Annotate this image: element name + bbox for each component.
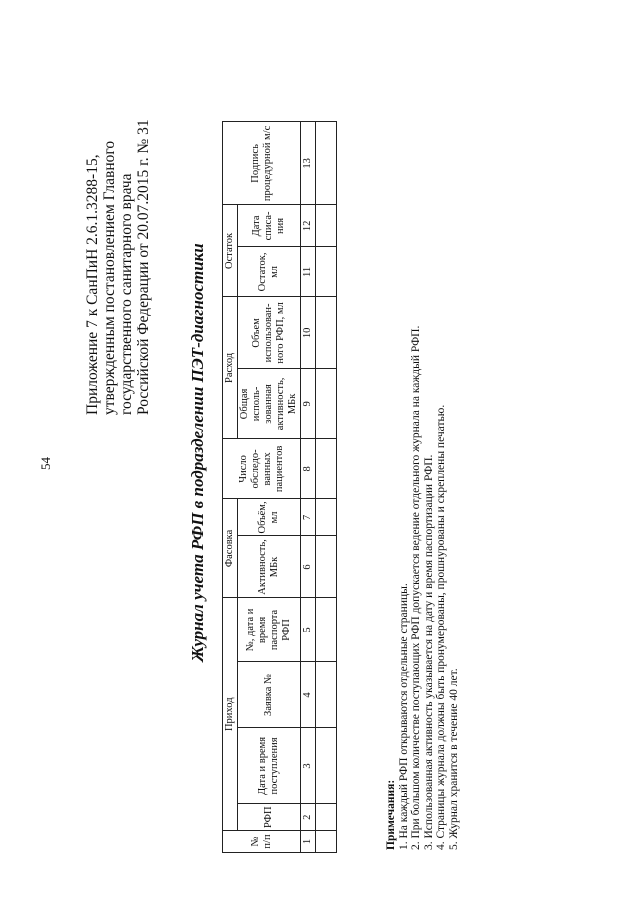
col-used-volume-header: Объем использован-ного РФП, мл (238, 297, 301, 369)
col-volume-header: Объём, мл (238, 499, 301, 536)
header-line: утвержденным постановлением Главного (101, 140, 118, 415)
header-line: Приложение 7 к СанПиН 2.6.1.3288-15, (84, 154, 101, 415)
col-num-header: № п/п (223, 831, 301, 853)
group-ostatok: Остаток (223, 205, 238, 297)
header-line: государственного санитарного врача (118, 173, 135, 415)
col-passport-header: №, дата и время паспорта РФП (238, 598, 301, 662)
column-number: 9 (301, 369, 316, 439)
journal-table (222, 121, 337, 853)
column-number: 7 (301, 499, 316, 536)
column-number: 1 (301, 831, 316, 853)
page-number: 54 (38, 457, 53, 470)
group-fasovka: Фасовка (223, 499, 238, 598)
note-item: 2. При большом количестве поступающих РФП допускается ведение отдельного журнала на каждый РФП. (410, 325, 423, 850)
col-total-activity-header: Общая исполь-зованная активность, МБк (238, 369, 301, 439)
column-number: 8 (301, 439, 316, 499)
column-number: 13 (301, 122, 316, 205)
column-number: 10 (301, 297, 316, 369)
col-writeoff-header: Дата списа-ния (238, 205, 301, 247)
header-line: Российской Федерации от 20.07.2015 г. № 31 (135, 119, 152, 415)
column-number: 4 (301, 662, 316, 728)
col-patients-header: Число обследо-ванных пациентов (223, 439, 301, 499)
col-remain-header: Остаток, мл (238, 247, 301, 297)
table-row (316, 122, 337, 853)
col-zayavka-header: Заявка № (238, 662, 301, 728)
column-number: 12 (301, 205, 316, 247)
column-number: 5 (301, 598, 316, 662)
journal-title: Журнал учета РФП в подразделении ПЭТ-диагностики (188, 243, 207, 662)
appendix-header (84, 55, 152, 415)
col-rfp-header: РФП (238, 804, 301, 831)
column-number: 3 (301, 728, 316, 804)
col-date-header: Дата и время поступления (238, 728, 301, 804)
column-number: 2 (301, 804, 316, 831)
notes-block (385, 326, 461, 850)
note-item: 5. Журнал хранится в течение 40 лет. (447, 668, 460, 850)
note-item: 1. На каждый РФП открываются отдельные страницы. (397, 583, 410, 850)
column-numbers-row (301, 122, 316, 853)
group-prihod: Приход (223, 598, 238, 831)
note-item: 4. Страницы журнала должны быть пронумерованы, прошнурованы и скреплены печатью. (435, 404, 448, 850)
group-rashod: Расход (223, 297, 238, 439)
col-signature-header: Подпись процедурной м/с (223, 122, 301, 205)
column-number: 11 (301, 247, 316, 297)
notes-title: Примечания: (385, 779, 397, 850)
column-number: 6 (301, 536, 316, 598)
note-item: 3. Использованная активность указывается на дату и время паспортизации РФП. (422, 454, 435, 850)
col-activity-header: Активность, МБк (238, 536, 301, 598)
